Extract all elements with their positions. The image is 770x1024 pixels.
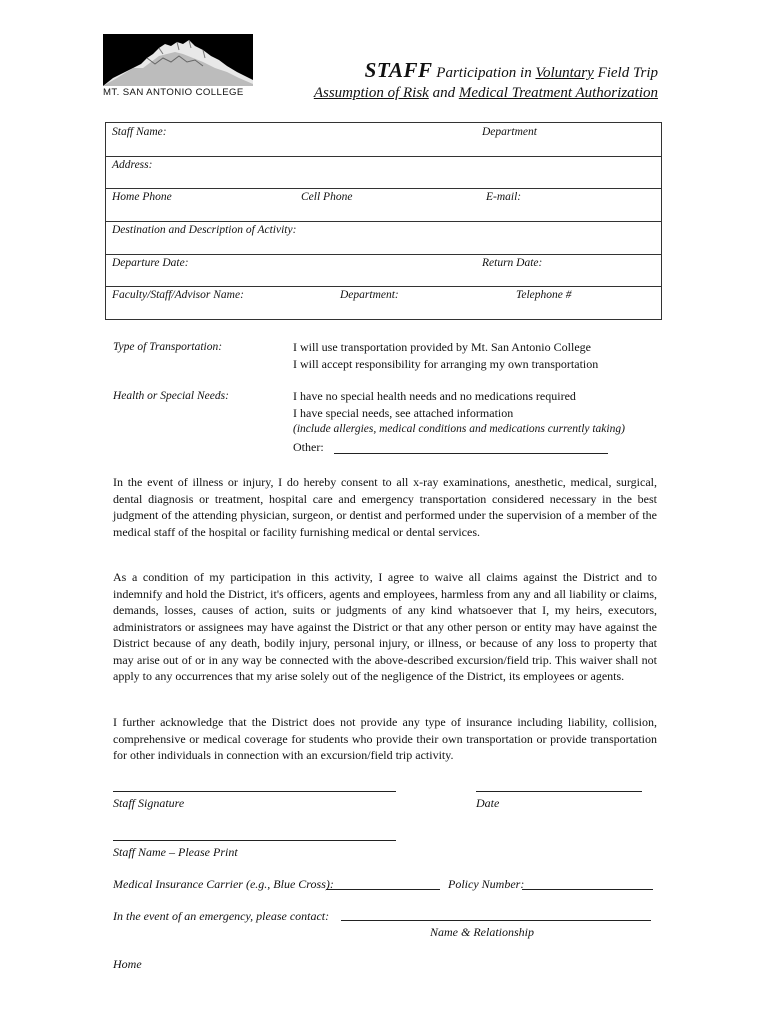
transportation-label: Type of Transportation: [113, 341, 223, 353]
email-field[interactable]: E-mail: [486, 191, 522, 203]
health-other-input[interactable] [334, 453, 608, 454]
health-note: (include allergies, medical conditions and medications currently taking) [293, 423, 625, 435]
advisor-name-field[interactable]: Faculty/Staff/Advisor Name: [112, 289, 244, 301]
form-title-line1 [300, 58, 658, 83]
title-staff: STAFF [364, 58, 433, 82]
insurance-carrier-input[interactable] [326, 889, 440, 890]
medical-consent-paragraph: In the event of illness or injury, I do hereby consent to all x-ray examinations, anesthetic, medical, surgical, dental diagnosis or treatment, hospital care and emergency transportation considered necessary in the best judgment of the attending physician, surgeon, or dentist and performed under the supervision of a member of the medical staff of the hospital or facility furnishing medical or dental services. [113, 475, 657, 539]
title-and: and [432, 85, 456, 101]
telephone-field[interactable]: Telephone # [516, 289, 572, 301]
cell-phone-field[interactable]: Cell Phone [301, 191, 353, 203]
health-option-none[interactable]: I have no special health needs and no medications required [293, 389, 576, 403]
form-title-line2 [300, 85, 658, 102]
print-name-line[interactable] [113, 840, 396, 841]
policy-number-input[interactable] [522, 889, 653, 890]
staff-name-field[interactable]: Staff Name: [112, 126, 167, 138]
divider [106, 156, 661, 157]
health-other-label: Other: [293, 440, 324, 454]
insurance-carrier-label: Medical Insurance Carrier (e.g., Blue Cross): [113, 877, 334, 891]
title-field-trip: Field Trip [597, 65, 658, 81]
divider [106, 254, 661, 255]
address-field[interactable]: Address: [112, 159, 153, 171]
title-medical-treatment: Medical Treatment Authorization [458, 85, 658, 101]
destination-field[interactable]: Destination and Description of Activity: [112, 224, 297, 236]
waiver-paragraph: As a condition of my participation in this activity, I agree to waive all claims against the District and to indemnify and hold the District, it's officers, agents and employees, harmless from any and all liability or claims, demands, losses, causes of action, suits or judgments of any kind whatsoever that I, my heirs, executors, administrators or assignees may have against the District or that any other person or entity may have against the District because of any death, bodily injury, personal injury, or illness, or because of any loss to property that may arise out of or in any way be connected with the above-described excursion/field trip. This waiver shall not apply to any occurrences that my arise solely out of the negligence of the District, its employees or agents. [113, 570, 657, 683]
name-relationship-label: Name & Relationship [430, 925, 534, 939]
title-assumption-of-risk: Assumption of Risk [313, 85, 429, 101]
advisor-department-field[interactable]: Department: [340, 289, 399, 301]
return-date-field[interactable]: Return Date: [482, 257, 543, 269]
divider [106, 286, 661, 287]
home-phone-label: Home [113, 957, 142, 971]
staff-signature-label: Staff Signature [113, 796, 185, 810]
emergency-contact-input[interactable] [341, 920, 651, 921]
staff-signature-line[interactable] [113, 791, 396, 792]
print-name-label: Staff Name – Please Print [113, 845, 238, 859]
home-phone-field[interactable]: Home Phone [112, 191, 172, 203]
staff-info-form [105, 122, 662, 320]
transportation-option-own[interactable]: I will accept responsibility for arranging my own transportation [293, 357, 599, 371]
date-label: Date [476, 796, 500, 810]
insurance-paragraph: I further acknowledge that the District does not provide any type of insurance including liability, collision, comprehensive or medical coverage for students who provide their own transportation or provide transportation for other individuals in connection with an excursion/field trip activity. [113, 715, 657, 762]
divider [106, 221, 661, 222]
title-voluntary: Voluntary [535, 65, 594, 81]
health-needs-label: Health or Special Needs: [113, 390, 229, 402]
title-participation: Participation in [436, 65, 532, 81]
transportation-option-college[interactable]: I will use transportation provided by Mt. San Antonio College [293, 340, 591, 354]
logo-text: MT. SAN ANTONIO COLLEGE [103, 87, 244, 98]
divider [106, 188, 661, 189]
mountain-logo-icon [103, 34, 253, 86]
emergency-contact-label: In the event of an emergency, please contact: [113, 909, 330, 923]
department-field[interactable]: Department [482, 126, 537, 138]
date-line[interactable] [476, 791, 642, 792]
college-logo [103, 34, 253, 100]
departure-date-field[interactable]: Departure Date: [112, 257, 189, 269]
policy-number-label: Policy Number: [448, 877, 525, 891]
health-option-special[interactable]: I have special needs, see attached information [293, 406, 514, 420]
